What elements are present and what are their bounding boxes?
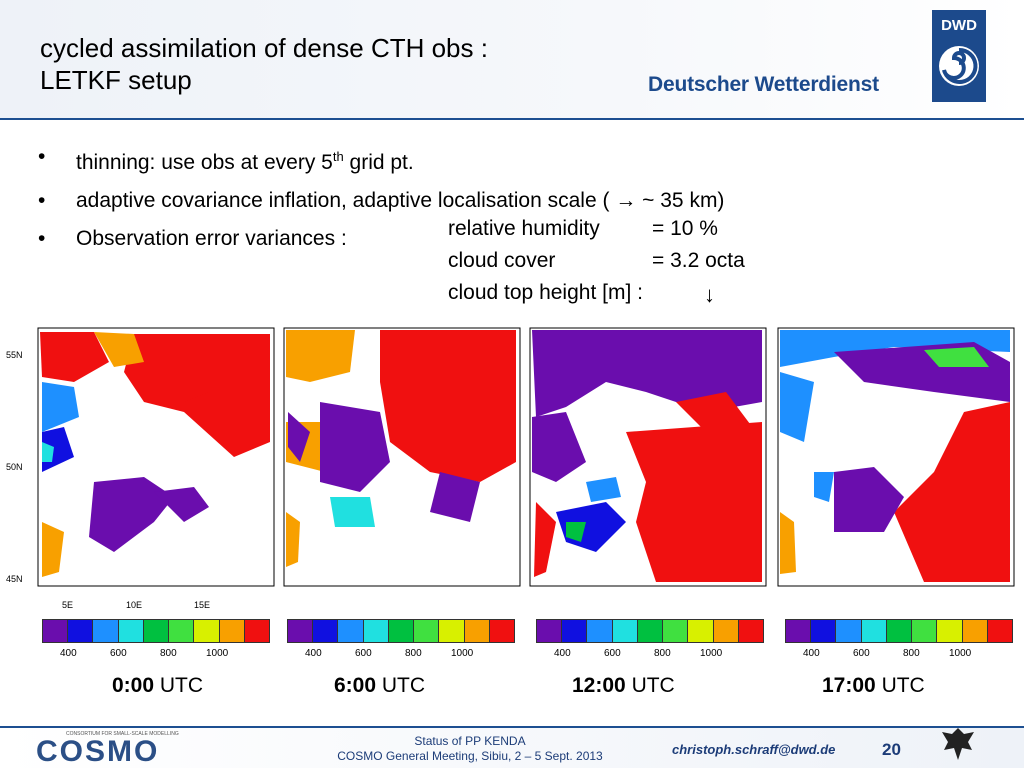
bullet-dot: • xyxy=(38,145,46,168)
header-divider xyxy=(0,118,1024,120)
page-number: 20 xyxy=(882,740,901,759)
map-panel-1700 xyxy=(774,322,1020,594)
cosmo-logo: COSMO xyxy=(36,735,160,768)
cosmo-logo-subtext: CONSORTIUM FOR SMALL-SCALE MODELLING xyxy=(66,731,179,737)
utc-label-1700: 17:00 UTC xyxy=(822,674,925,697)
lon-label-10e: 10E xyxy=(126,600,143,610)
bullet-dot: • xyxy=(38,227,46,250)
footer-line1: Status of PP KENDA xyxy=(414,734,526,748)
bullet-obs-error: • Observation error variances : xyxy=(38,220,724,258)
colorbar-swatch-2 xyxy=(587,620,612,642)
colorbar-swatch-4 xyxy=(144,620,169,642)
colorbar-swatch-3 xyxy=(364,620,389,642)
utc-label-1200: 12:00 UTC xyxy=(572,674,675,697)
cth-label: cloud top height [m] : xyxy=(448,281,643,304)
footer-email: christoph.schraff@dwd.de xyxy=(672,742,836,757)
colorbar-swatch-2 xyxy=(836,620,861,642)
lon-label-5e: 5E xyxy=(62,600,74,610)
colorbar-swatch-4 xyxy=(389,620,414,642)
colorbar-swatch-7 xyxy=(465,620,490,642)
rh-value: = 10 % xyxy=(652,217,718,240)
lon-label-15e: 15E xyxy=(194,600,211,610)
footer-line2: COSMO General Meeting, Sibiu, 2 – 5 Sept. 2013 xyxy=(337,749,603,763)
slide-title: cycled assimilation of dense CTH obs : LETKF setup xyxy=(40,33,488,95)
colorbar-swatch-0 xyxy=(537,620,562,642)
colorbar-1200 xyxy=(536,619,764,643)
colorbar-swatch-5 xyxy=(169,620,194,642)
colorbar-swatch-7 xyxy=(220,620,245,642)
map-panel-0600 xyxy=(280,322,526,594)
federal-eagle-icon xyxy=(938,724,978,764)
colorbar-swatch-3 xyxy=(862,620,887,642)
colorbar-swatch-1 xyxy=(811,620,836,642)
colorbar-swatch-6 xyxy=(937,620,962,642)
org-name: Deutscher Wetterdienst xyxy=(648,73,879,96)
colorbar-swatch-8 xyxy=(245,620,269,642)
colorbar-swatch-3 xyxy=(613,620,638,642)
cc-value: = 3.2 octa xyxy=(652,249,745,272)
colorbar-swatch-8 xyxy=(739,620,763,642)
colorbar-swatch-5 xyxy=(663,620,688,642)
bullet-list xyxy=(38,138,724,258)
rh-label: relative humidity xyxy=(448,217,600,240)
colorbar-swatch-1 xyxy=(68,620,93,642)
colorbar-swatch-4 xyxy=(887,620,912,642)
colorbar-swatch-8 xyxy=(988,620,1012,642)
map-panel-0000 xyxy=(6,322,280,610)
colorbar-swatch-5 xyxy=(912,620,937,642)
lat-label-45n: 45N xyxy=(6,574,23,584)
colorbar-swatch-7 xyxy=(714,620,739,642)
colorbar-0000 xyxy=(42,619,270,643)
colorbar-0600 xyxy=(287,619,515,643)
dwd-logo-icon xyxy=(932,10,986,102)
colorbar-swatch-6 xyxy=(439,620,464,642)
dwd-logo-text: DWD xyxy=(941,17,977,34)
colorbar-swatch-0 xyxy=(288,620,313,642)
lat-label-50n: 50N xyxy=(6,462,23,472)
down-arrow-icon: ↓ xyxy=(704,282,715,307)
colorbar-swatch-5 xyxy=(414,620,439,642)
lat-label-55n: 55N xyxy=(6,350,23,360)
colorbar-swatch-6 xyxy=(194,620,219,642)
colorbar-swatch-1 xyxy=(562,620,587,642)
colorbar-swatch-2 xyxy=(93,620,118,642)
utc-label-0000: 0:00 UTC xyxy=(112,674,204,697)
colorbar-swatch-0 xyxy=(786,620,811,642)
colorbar-swatch-2 xyxy=(338,620,363,642)
colorbar-swatch-1 xyxy=(313,620,338,642)
bullet-thinning: • thinning: use obs at every 5th grid pt. xyxy=(38,138,724,182)
map-panel-1200 xyxy=(526,322,772,594)
bullet-dot: • xyxy=(38,189,46,212)
colorbar-swatch-4 xyxy=(638,620,663,642)
colorbar-swatch-3 xyxy=(119,620,144,642)
bullet-adaptive: • adaptive covariance inflation, adaptive localisation scale ( → ~ 35 km) xyxy=(38,182,724,220)
colorbar-swatch-7 xyxy=(963,620,988,642)
cc-label: cloud cover xyxy=(448,249,556,272)
utc-label-0600: 6:00 UTC xyxy=(334,674,426,697)
colorbar-swatch-6 xyxy=(688,620,713,642)
colorbar-1700 xyxy=(785,619,1013,643)
colorbar-swatch-8 xyxy=(490,620,514,642)
colorbar-swatch-0 xyxy=(43,620,68,642)
